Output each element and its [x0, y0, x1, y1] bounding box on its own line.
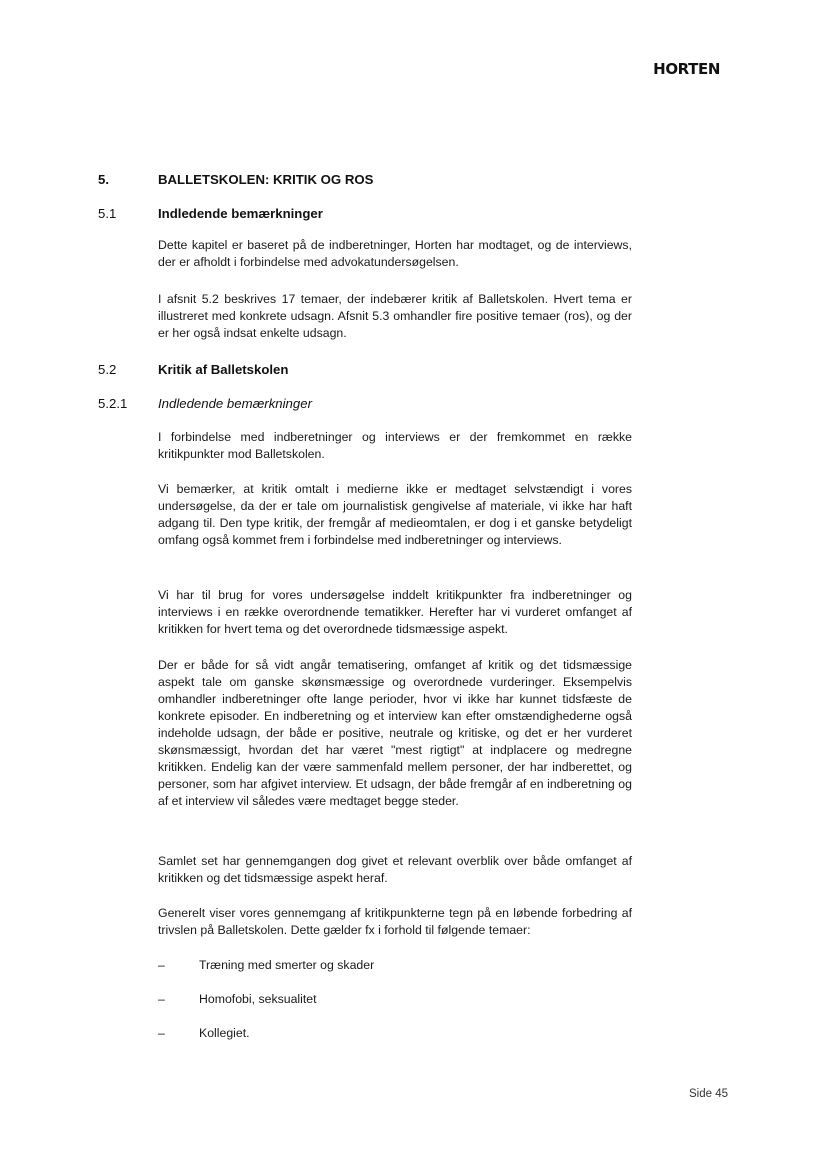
paragraph-themes: I afsnit 5.2 beskrives 17 temaer, der indebærer kritik af Balletskolen. Hvert tema er illustreret med konkrete udsagn. Afsnit 5.3 omhandler fire positive temaer (ros), og der er her også indsat enkelte udsagn.: [158, 292, 632, 340]
section-title: Indledende bemærkninger: [158, 206, 323, 221]
section-title: Indledende bemærkninger: [158, 396, 312, 411]
paragraph-overblik: Samlet set har gennemgangen dog givet et relevant overblik over både omfanget af kritikken og det tidsmæssige aspekt heraf.: [158, 854, 632, 885]
section-number: 5.: [98, 172, 109, 187]
dash-bullet: –: [158, 958, 165, 972]
paragraph-forbedring: Generelt viser vores gennemgang af kritikpunkterne tegn på en løbende forbedring af trivslen på Balletskolen. Dette gælder fx i forhold til følgende temaer:: [158, 906, 632, 937]
section-number: 5.1: [98, 206, 117, 221]
section-number: 5.2.1: [98, 396, 128, 411]
paragraph-tematikker: Vi har til brug for vores undersøgelse inddelt kritikpunkter fra indberetninger og interviews i en række overordnende tematikker. Herefter har vi vurderet omfanget af kritikken for hvert tema og det overordnede tidsmæssige aspekt.: [158, 588, 632, 636]
list-item-text: Homofobi, seksualitet: [199, 992, 317, 1006]
horten-logo: HORTEN: [653, 60, 720, 78]
paragraph-vurderinger: Der er både for så vidt angår tematisering, omfanget af kritik og det tidsmæssige aspekt tale om ganske skønsmæssige og overordnede vurderinger. Eksempelvis omhandler indberetninger ofte lange perioder, hvor vi ikke har kunnet tidsfæste de konkrete episoder. En indberetning og et interview kan efter omstændighederne også indeholde udsagn, der både er positive, neutrale og kritiske, og det er her vurderet skønsmæssigt, hvordan det har været "mest rigtigt" at indplacere og medregne kritikken. Endelig kan der være sammenfald mellem personer, der har indberettet, og personer, som har afgivet interview. Et udsagn, der både fremgår af en indberetning og af et interview vil således være medtaget begge steder.: [158, 658, 632, 808]
dash-bullet: –: [158, 1026, 165, 1040]
list-item-text: Kollegiet.: [199, 1026, 250, 1040]
section-number: 5.2: [98, 362, 117, 377]
paragraph-medier: Vi bemærker, at kritik omtalt i medierne ikke er medtaget selvstændigt i vores undersøgelse, da der er tale om journalistisk gengivelse af materiale, vi ikke har haft adgang til. Den type kritik, der fremgår af medieomtalen, er dog i et ganske betydeligt omfang også kommet frem i forbindelse med indberetninger og interviews.: [158, 482, 632, 547]
section-title: Kritik af Balletskolen: [158, 362, 289, 377]
section-title: BALLETSKOLEN: KRITIK OG ROS: [158, 172, 374, 187]
page-number: Side 45: [688, 1088, 728, 1100]
dash-bullet: –: [158, 992, 165, 1006]
paragraph-intro: Dette kapitel er baseret på de indberetninger, Horten har modtaget, og de interviews, der er afholdt i forbindelse med advokatundersøgelsen.: [158, 238, 632, 269]
list-item-text: Træning med smerter og skader: [199, 958, 375, 972]
paragraph-kritikpunkter: I forbindelse med indberetninger og interviews er der fremkommet en række kritikpunkter mod Balletskolen.: [158, 430, 632, 461]
